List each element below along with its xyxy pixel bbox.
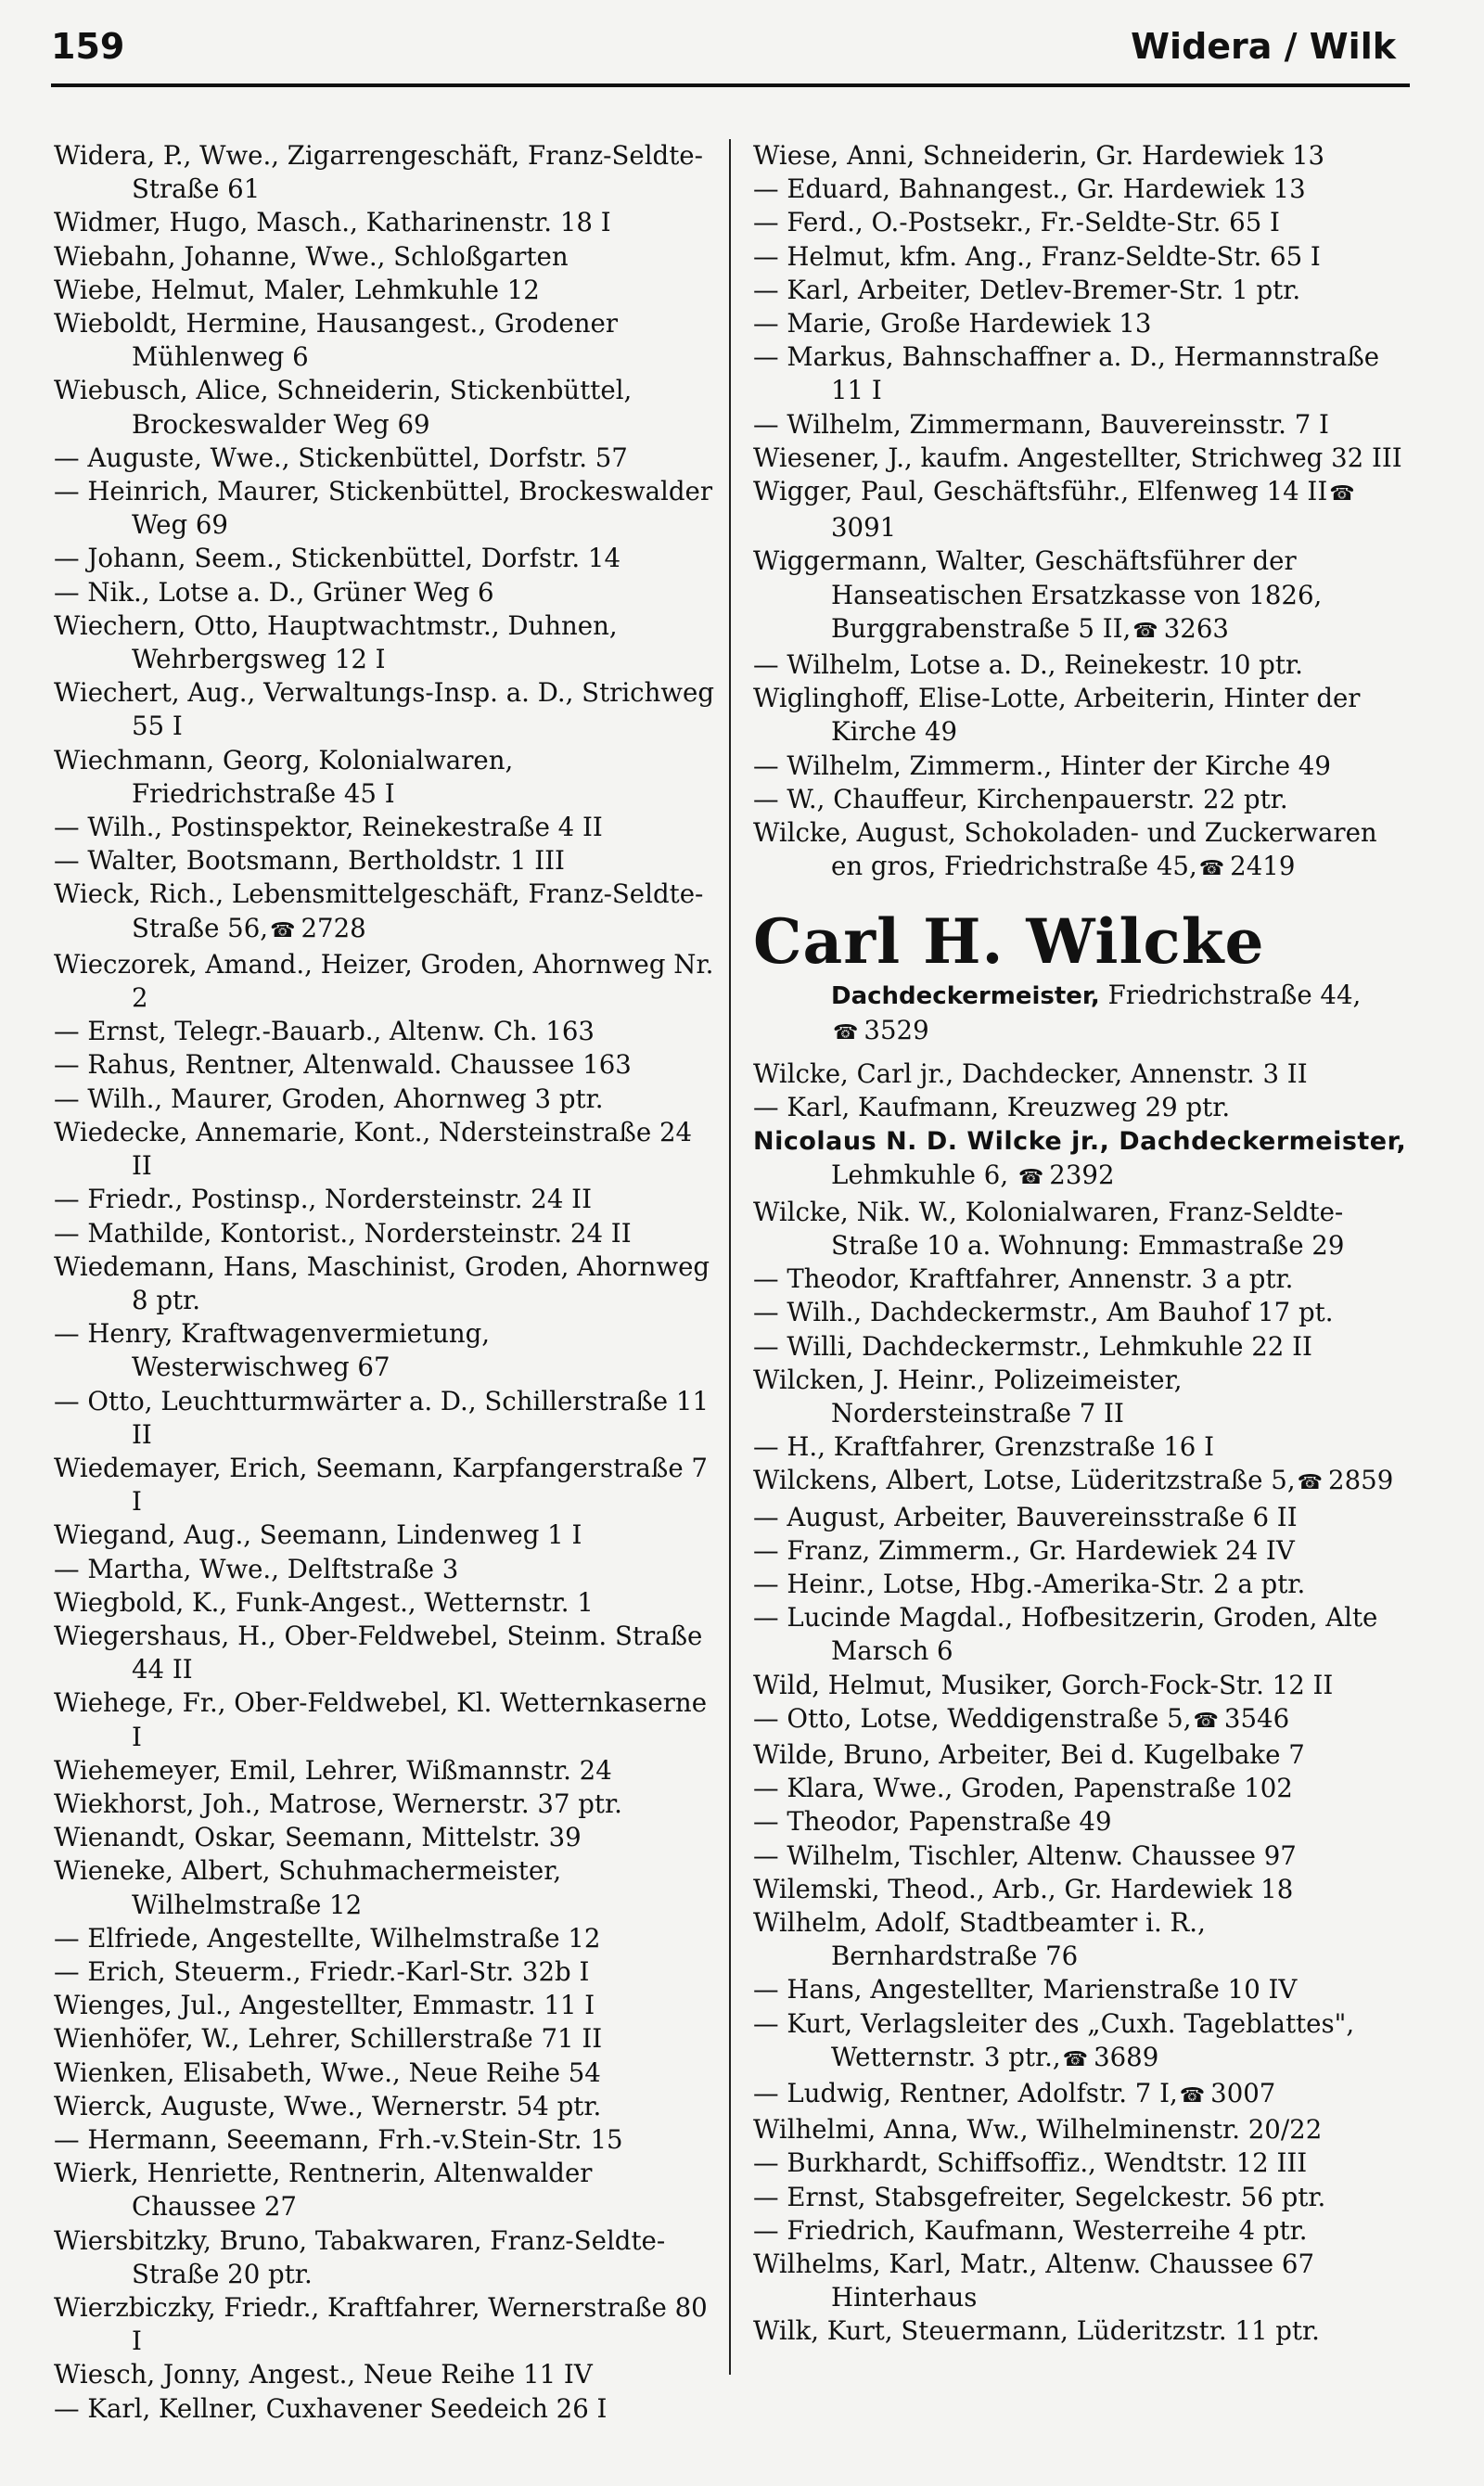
entry-text: — Otto, Lotse, Weddigenstraße 5, [753,1702,1192,1734]
directory-entry [753,545,1416,648]
entry-text: Wilckens, Albert, Lotse, Lüderitzstraße 5, [753,1465,1296,1496]
directory-entry [753,1669,1416,1702]
entry-phone: 3689 [1094,2041,1159,2072]
right-entries-a [753,139,1416,886]
entry-text: — Erich, Steuerm., Friedr.-Karl-Str. 32b I [54,1955,590,1987]
entry-text: Wilcke, Carl jr., Dachdecker, Annenstr. 3 II [753,1057,1308,1089]
directory-entry [54,948,714,1015]
ad-phone: 3529 [864,1014,929,1045]
directory-entry [753,1973,1416,2006]
directory-entry [753,1464,1416,1500]
directory-entry [54,1048,714,1082]
telephone-icon: ☎ [1297,1471,1324,1495]
entry-text: Wiegershaus, H., Ober-Feldwebel, Steinm. Straße 44 II [54,1620,703,1685]
entry-text: Wiechern, Otto, Hauptwachtmstr., Duhnen, Wehrbergsweg 12 I [54,609,618,675]
directory-entry [753,1364,1416,1430]
entry-text: Wiedemann, Hans, Maschinist, Groden, Ahornweg 8 ptr. [54,1250,710,1315]
page-header [51,26,1396,82]
directory-entry [753,1839,1416,1873]
entry-text: — Wilhelm, Lotse a. D., Reinekestr. 10 ptr. [753,649,1303,681]
entry-text: Widmer, Hugo, Masch., Katharinenstr. 18 I [54,207,611,238]
advertisement [753,904,1416,1049]
column-divider [729,139,731,2375]
directory-entry [54,274,714,307]
entry-text: Wieboldt, Hermine, Hausangest., Grodener Mühlenweg 6 [54,308,619,373]
directory-entry-nicolaus [753,1124,1416,1195]
entry-text: — Henry, Kraftwagenvermietung, Westerwischweg 67 [54,1318,491,1383]
directory-entry [753,1501,1416,1534]
entry-text: — W., Chauffeur, Kirchenpauerstr. 22 ptr. [753,783,1288,814]
header-rule [51,83,1410,87]
entry-text: — Lucinde Magdal., Hofbesitzerin, Groden, Alte Marsch 6 [753,1602,1378,1667]
entry-text: — Wilh., Maurer, Groden, Ahornweg 3 ptr. [54,1083,604,1114]
entry-text: Wiglinghoff, Elise-Lotte, Arbeiterin, Hinter der Kirche 49 [753,683,1361,748]
entry-text: Wiesener, J., kaufm. Angestellter, Strichweg 32 III [753,442,1402,473]
directory-entry [54,2090,714,2123]
entry-text: Wiegbold, K., Funk-Angest., Wetternstr. 1 [54,1586,594,1618]
directory-entry [753,307,1416,340]
directory-entry [54,2022,714,2056]
telephone-icon: ☎ [270,918,296,942]
directory-entry [753,1805,1416,1839]
entry-text: Wiegand, Aug., Seemann, Lindenweg 1 I [54,1519,582,1551]
entry-text: — Rahus, Rentner, Altenwald. Chaussee 163 [54,1049,632,1081]
directory-entry [753,206,1416,239]
entry-text: Wilcke, Nik. W., Kolonialwaren, Franz-Seldte-Straße 10 a. Wohnung: Emmastraße 29 [753,1196,1345,1261]
directory-entry [753,408,1416,442]
directory-entry [54,1217,714,1250]
entry-text: — Ferd., O.-Postsekr., Fr.-Seldte-Str. 65 I [753,207,1280,238]
right-column [753,139,1416,2349]
entry-text: Wilhelm, Adolf, Stadtbeamter i. R., Bernhardstraße 76 [753,1906,1206,1972]
directory-entry [753,173,1416,206]
entry-text: — Willi, Dachdeckermstr., Lehmkuhle 22 II [753,1330,1312,1362]
entry-text: Wiechert, Aug., Verwaltungs-Insp. a. D., Strichweg 55 I [54,677,715,742]
entry-text: — Karl, Kaufmann, Kreuzweg 29 ptr. [753,1092,1231,1123]
directory-entry [753,1262,1416,1296]
directory-entry [54,374,714,441]
entry-text: — Helmut, kfm. Ang., Franz-Seldte-Str. 65 I [753,240,1321,272]
directory-entry [54,1317,714,1384]
entry-text: Wiedemayer, Erich, Seemann, Karpfangerstraße 7 I [54,1452,708,1518]
directory-entry [54,1385,714,1452]
entry-text: Widera, P., Wwe., Zigarrengeschäft, Franz-Seldte-Straße 61 [54,140,703,205]
entry-text: Wienandt, Oskar, Seemann, Mittelstr. 39 [54,1822,582,1853]
right-entries-b [753,1057,1416,1124]
directory-entry [54,1922,714,1955]
directory-entry [54,2358,714,2391]
entry-text: — Theodor, Kraftfahrer, Annenstr. 3 a ptr. [753,1263,1294,1295]
entry-text: — Auguste, Wwe., Stickenbüttel, Dorfstr. 57 [54,442,628,473]
directory-entry [753,1296,1416,1329]
entry-text: — Eduard, Bahnangest., Gr. Hardewiek 13 [753,173,1306,205]
directory-entry [753,274,1416,307]
entry-text: Wiekhorst, Joh., Matrose, Wernerstr. 37 ptr. [54,1788,622,1819]
entry-phone: 2419 [1230,851,1296,882]
entry-text: — Markus, Bahnschaffner a. D., Hermannstraße 11 I [753,341,1380,406]
entry-text: Wilemski, Theod., Arb., Gr. Hardewiek 18 [753,1873,1294,1904]
telephone-icon: ☎ [1017,1166,1044,1190]
directory-entry [54,442,714,475]
directory-entry [753,1702,1416,1738]
entry-text: — Hans, Angestellter, Marienstraße 10 IV [753,1974,1298,2005]
directory-entry [54,744,714,811]
entry-text: — Wilh., Postinspektor, Reinekestraße 4 II [54,812,603,843]
telephone-icon: ☎ [1132,619,1158,643]
entry-text: Wiebusch, Alice, Schneiderin, Stickenbüttel, Brockeswalder Weg 69 [54,375,633,440]
directory-entry [753,442,1416,475]
entry-text: Wiebe, Helmut, Maler, Lehmkuhle 12 [54,274,540,305]
entry-phone: 3007 [1210,2077,1276,2108]
entry-text: — Friedrich, Kaufmann, Westerreihe 4 ptr. [753,2214,1308,2246]
entry-text: — Wilhelm, Zimmerm., Hinter der Kirche 49 [753,750,1331,781]
directory-entry [753,1772,1416,1805]
entry-text: Wiechmann, Georg, Kolonialwaren, Friedrichstraße 45 I [54,744,514,809]
entry-text: — Karl, Arbeiter, Detlev-Bremer-Str. 1 ptr. [753,274,1301,305]
directory-entry [54,1854,714,1921]
directory-entry [753,1196,1416,1262]
directory-entry [753,2181,1416,2214]
directory-entry [54,139,714,206]
entry-text: Wiehemeyer, Emil, Lehrer, Wißmannstr. 24 [54,1754,612,1786]
directory-entry [54,1183,714,1216]
directory-entry [54,609,714,676]
directory-entry [54,1519,714,1552]
directory-entry [753,1430,1416,1464]
directory-entry [753,2077,1416,2113]
directory-entry [753,2113,1416,2146]
entry-phone: 2859 [1328,1465,1394,1496]
entry-text: — Hermann, Seeemann, Frh.-v.Stein-Str. 15 [54,2123,623,2155]
directory-entry [54,1686,714,1753]
entry-text: Wieneke, Albert, Schuhmachermeister, Wilhelmstraße 12 [54,1855,562,1920]
entry-text: — Friedr., Postinsp., Nordersteinstr. 24 II [54,1184,592,1215]
running-head: Widera / Wilk [1131,26,1396,67]
entry-text: — Otto, Leuchtturmwärter a. D., Schillerstraße 11 II [54,1385,710,1450]
telephone-icon: ☎ [1198,857,1225,881]
entry-text: Wiersbitzky, Bruno, Tabakwaren, Franz-Seldte-Straße 20 ptr. [54,2224,666,2289]
entry-phone: 3263 [1163,612,1229,644]
directory-entry [753,1057,1416,1091]
entry-text: — Mathilde, Kontorist., Nordersteinstr. 24 II [54,1217,632,1249]
entry-text: Wierzbiczky, Friedr., Kraftfahrer, Wernerstraße 80 I [54,2292,708,2357]
entry-text: Wiese, Anni, Schneiderin, Gr. Hardewiek 13 [753,140,1325,171]
directory-entry [54,878,714,947]
directory-entry [753,1568,1416,1601]
entry-text: — Wilhelm, Zimmermann, Bauvereinsstr. 7 I [753,408,1329,440]
entry-text: Wiedecke, Annemarie, Kont., Ndersteinstraße 24 II [54,1116,693,1182]
entry-text: — Martha, Wwe., Delftstraße 3 [54,1553,459,1584]
entry-text: — Burkhardt, Schiffsoffiz., Wendtstr. 12 III [753,2147,1308,2179]
directory-entry [54,206,714,239]
entry-text: — Karl, Kellner, Cuxhavener Seedeich 26 I [54,2392,608,2424]
entry-text: Wienken, Elisabeth, Wwe., Neue Reihe 54 [54,2057,601,2088]
directory-entry [753,2248,1416,2314]
entry-text: — Johann, Seem., Stickenbüttel, Dorfstr. 14 [54,543,620,574]
entry-bold-name: Nicolaus N. D. Wilcke jr., Dachdeckermeister, [753,1127,1407,1157]
telephone-icon: ☎ [1329,482,1355,506]
directory-entry [54,1754,714,1788]
directory-entry [54,1250,714,1317]
page-number: 159 [51,26,125,67]
telephone-icon: ☎ [1193,1709,1219,1733]
directory-entry [753,240,1416,274]
entry-address: Lehmkuhle 6, [831,1160,1009,1191]
entry-text: — Heinrich, Maurer, Stickenbüttel, Brockeswalder Weg 69 [54,476,713,541]
entry-text: — Ernst, Telegr.-Bauarb., Altenw. Ch. 163 [54,1016,595,1047]
directory-entry [753,1906,1416,1973]
directory-entry [54,2224,714,2291]
directory-entry [54,1989,714,2022]
directory-entry [54,2157,714,2223]
entry-text: — Ludwig, Rentner, Adolfstr. 7 I, [753,2077,1178,2108]
directory-entry [54,1586,714,1620]
entry-text: Wilcke, August, Schokoladen- und Zuckerwaren en gros, Friedrichstraße 45, [753,817,1377,882]
telephone-icon: ☎ [833,1020,859,1044]
entry-phone: 3546 [1223,1702,1290,1734]
entry-text: Wilk, Kurt, Steuermann, Lüderitzstr. 11 ptr. [753,2315,1320,2347]
entry-text: — Wilhelm, Tischler, Altenw. Chaussee 97 [753,1839,1297,1871]
entry-phone: 2392 [1049,1160,1115,1191]
entry-text: — Theodor, Papenstraße 49 [753,1806,1112,1838]
ad-trade: Dachdeckermeister, [831,982,1100,1011]
entry-text: — Franz, Zimmerm., Gr. Hardewiek 24 IV [753,1534,1295,1566]
entry-phone: 2728 [301,912,366,943]
entry-text: — Heinr., Lotse, Hbg.-Amerika-Str. 2 a ptr. [753,1568,1306,1599]
entry-text: Wilcken, J. Heinr., Polizeimeister, Nordersteinstraße 7 II [753,1364,1183,1429]
directory-entry [753,750,1416,783]
entry-text: — Marie, Große Hardewiek 13 [753,308,1152,340]
directory-entry [753,1738,1416,1772]
ad-address: Friedrichstraße 44, [1107,980,1362,1011]
directory-entry [54,676,714,743]
directory-entry [54,1553,714,1586]
right-entries-c [753,1196,1416,2349]
directory-entry [753,682,1416,749]
telephone-icon: ☎ [1062,2047,1089,2071]
entry-text: Wiehege, Fr., Ober-Feldwebel, Kl. Wetternkaserne I [54,1687,708,1752]
directory-entry [753,2314,1416,2348]
entry-text: — Kurt, Verlagsleiter des „Cuxh. Tageblattes", Wetternstr. 3 ptr., [753,2007,1355,2072]
entry-text: Wieck, Rich., Lebensmittelgeschäft, Franz-Seldte-Straße 56, [54,878,704,943]
entry-text: Wilhelms, Karl, Matr., Altenw. Chaussee 67 Hinterhaus [753,2248,1315,2313]
entry-text: — August, Arbeiter, Bauvereinsstraße 6 II [753,1501,1298,1532]
directory-entry [54,2057,714,2090]
ad-subtitle [753,979,1416,1049]
directory-entry [54,1821,714,1854]
directory-entry [54,2291,714,2358]
entry-text: Wierk, Henriette, Rentnerin, Altenwalder Chaussee 27 [54,2158,593,2223]
entry-text: — H., Kraftfahrer, Grenzstraße 16 I [753,1431,1215,1463]
directory-entry [753,2146,1416,2180]
directory-entry [753,139,1416,173]
directory-entry [54,811,714,844]
directory-entry [54,240,714,274]
left-column [54,139,714,2426]
directory-entry [54,1452,714,1519]
directory-entry [54,307,714,374]
directory-entry [753,648,1416,682]
directory-entry [753,1534,1416,1568]
directory-entry [54,2392,714,2426]
directory-entry [753,1873,1416,1906]
telephone-icon: ☎ [1179,2083,1206,2108]
directory-entry [753,783,1416,816]
entry-text: Wiggermann, Walter, Geschäftsführer der Hanseatischen Ersatzkasse von 1826, Burggrabenstraße 5 II, [753,545,1323,644]
directory-entry [54,844,714,878]
entry-text: Wierck, Auguste, Wwe., Wernerstr. 54 ptr. [54,2090,602,2121]
entry-text: Wilde, Bruno, Arbeiter, Bei d. Kugelbake 7 [753,1738,1305,1770]
directory-entry [753,1330,1416,1364]
directory-entry [753,2007,1416,2077]
directory-entry [54,1015,714,1048]
directory-entry [54,576,714,609]
directory-entry [54,475,714,542]
directory-entry [753,340,1416,407]
entry-text: Wild, Helmut, Musiker, Gorch-Fock-Str. 12 II [753,1669,1334,1700]
directory-entry [54,1116,714,1183]
entry-text: Wienges, Jul., Angestellter, Emmastr. 11 I [54,1990,595,2021]
entry-text: — Nik., Lotse a. D., Grüner Weg 6 [54,576,494,608]
entry-text: — Walter, Bootsmann, Bertholdstr. 1 III [54,845,565,877]
directory-entry [54,2123,714,2157]
entry-text: Wieczorek, Amand., Heizer, Groden, Ahornweg Nr. 2 [54,948,714,1014]
directory-entry [54,1083,714,1116]
entry-text: Wilhelmi, Anna, Ww., Wilhelminenstr. 20/22 [753,2114,1323,2146]
directory-entry [54,1955,714,1989]
directory-entry [54,542,714,575]
directory-entry [753,2214,1416,2248]
entry-phone: 3091 [831,512,897,544]
directory-entry [753,816,1416,886]
directory-entry [54,1620,714,1686]
entry-text: Wiebahn, Johanne, Wwe., Schloßgarten [54,240,569,272]
entry-text: Wienhöfer, W., Lehrer, Schillerstraße 71 II [54,2023,603,2055]
directory-entry [753,1091,1416,1124]
entry-text: — Elfriede, Angestellte, Wilhelmstraße 12 [54,1922,601,1954]
entry-text: Wiesch, Jonny, Angest., Neue Reihe 11 IV [54,2359,593,2390]
directory-entry [753,1601,1416,1668]
entry-text: — Wilh., Dachdeckermstr., Am Bauhof 17 pt. [753,1297,1334,1328]
entry-text: — Ernst, Stabsgefreiter, Segelckestr. 56 ptr. [753,2181,1326,2212]
directory-entry [753,475,1416,545]
entry-text: Wigger, Paul, Geschäftsführ., Elfenweg 14 II [753,476,1328,507]
ad-title: Carl H. Wilcke [753,905,1265,979]
entry-text: — Klara, Wwe., Groden, Papenstraße 102 [753,1773,1293,1804]
directory-entry [54,1788,714,1821]
